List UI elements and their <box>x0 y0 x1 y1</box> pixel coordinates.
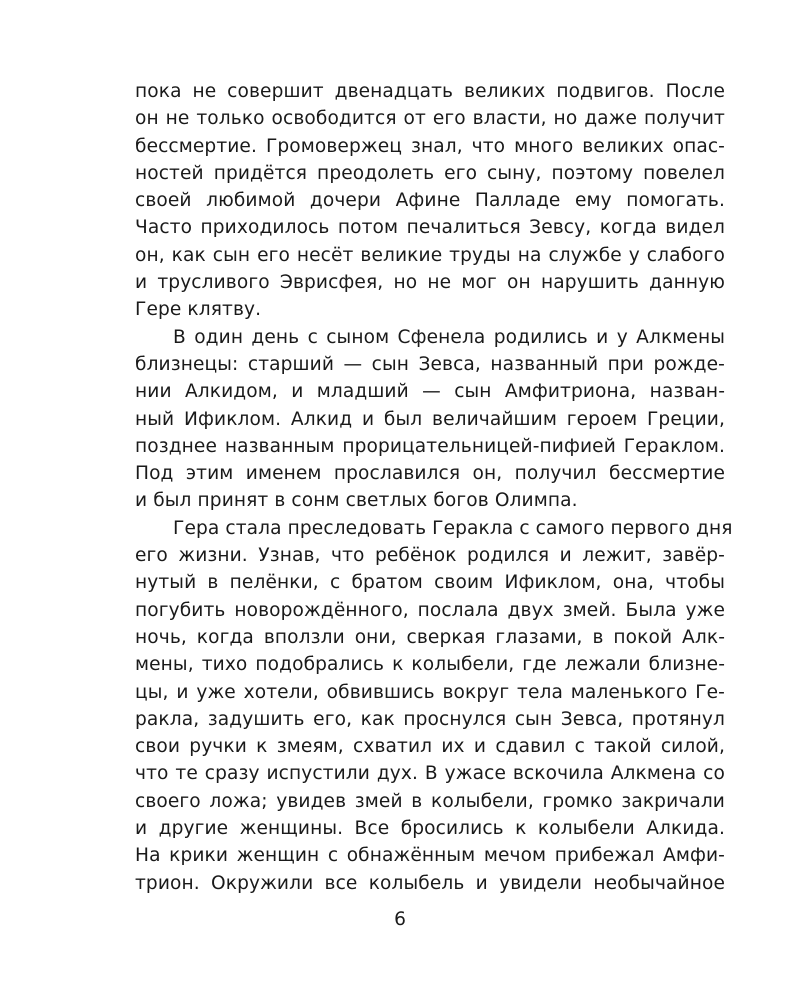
text-line: Гера стала преследовать Геракла с самого первого дня <box>173 517 733 539</box>
text-line: он, как сын его несёт великие труды на службе у слабого <box>135 244 725 266</box>
text-line: погубить новорождённого, послала двух змей. Была уже <box>135 599 725 621</box>
text-line: свои ручки к змеям, схватил их и сдавил с такой силой, <box>135 736 725 758</box>
text-line: трион. Окружили все колыбель и увидели необычайное <box>135 872 725 894</box>
text-line: он не только освободится от его власти, но даже получит <box>135 108 725 130</box>
text-line: пока не совершит двенадцать великих подвигов. После <box>135 81 725 102</box>
text-line: и другие женщины. Все бросились к колыбели Алкида. <box>135 818 725 840</box>
text-line: ный Ификлом. Алкид и был величайшим героем Греции, <box>135 408 725 430</box>
text-line: и трусливого Эврисфея, но не мог он нарушить данную <box>135 272 725 294</box>
text-line: мены, тихо подобрались к колыбели, где лежали близне- <box>135 654 725 676</box>
text-line: нутый в пелёнки, с братом своим Ификлом, она, чтобы <box>135 572 725 594</box>
text-line: близнецы: старший — сын Зевса, названный при рожде- <box>135 353 725 375</box>
text-line: Часто приходилось потом печалиться Зевсу, когда видел <box>135 217 725 239</box>
text-line: своей любимой дочери Афине Палладе ему помогать. <box>135 190 725 212</box>
text-line: бессмертие. Громовержец знал, что много великих опас- <box>135 135 725 157</box>
text-line: нии Алкидом, и младший — сын Амфитриона, назван- <box>135 381 725 403</box>
text-line: ночь, когда вползли они, сверкая глазами, в покой Алк- <box>135 626 725 648</box>
text-line: своего ложа; увидев змей в колыбели, громко закричали <box>135 790 725 812</box>
body-text <box>135 78 733 897</box>
text-line: Гере клятву. <box>135 299 262 321</box>
page-number: 6 <box>394 909 406 930</box>
text-line: что те сразу испустили дух. В ужасе вскочила Алкмена со <box>135 763 725 785</box>
text-line: ракла, задушить его, как проснулся сын Зевса, протянул <box>135 708 725 730</box>
text-line: ностей придётся преодолеть его сыну, поэтому повелел <box>135 162 725 184</box>
text-line: его жизни. Узнав, что ребёнок родился и лежит, завёр- <box>135 545 725 567</box>
text-line: цы, и уже хотели, обвившись вокруг тела маленького Ге- <box>135 681 725 703</box>
text-line: и был принят в сонм светлых богов Олимпа. <box>135 490 578 512</box>
text-line: Под этим именем прославился он, получил бессмертие <box>135 463 725 485</box>
text-line: На крики женщин с обнажённым мечом прибежал Амфи- <box>135 845 725 867</box>
text-line: В один день с сыном Сфенела родились и у Алкмены <box>173 326 725 348</box>
text-line: позднее названным прорицательницей-пифией Гераклом. <box>135 435 725 457</box>
